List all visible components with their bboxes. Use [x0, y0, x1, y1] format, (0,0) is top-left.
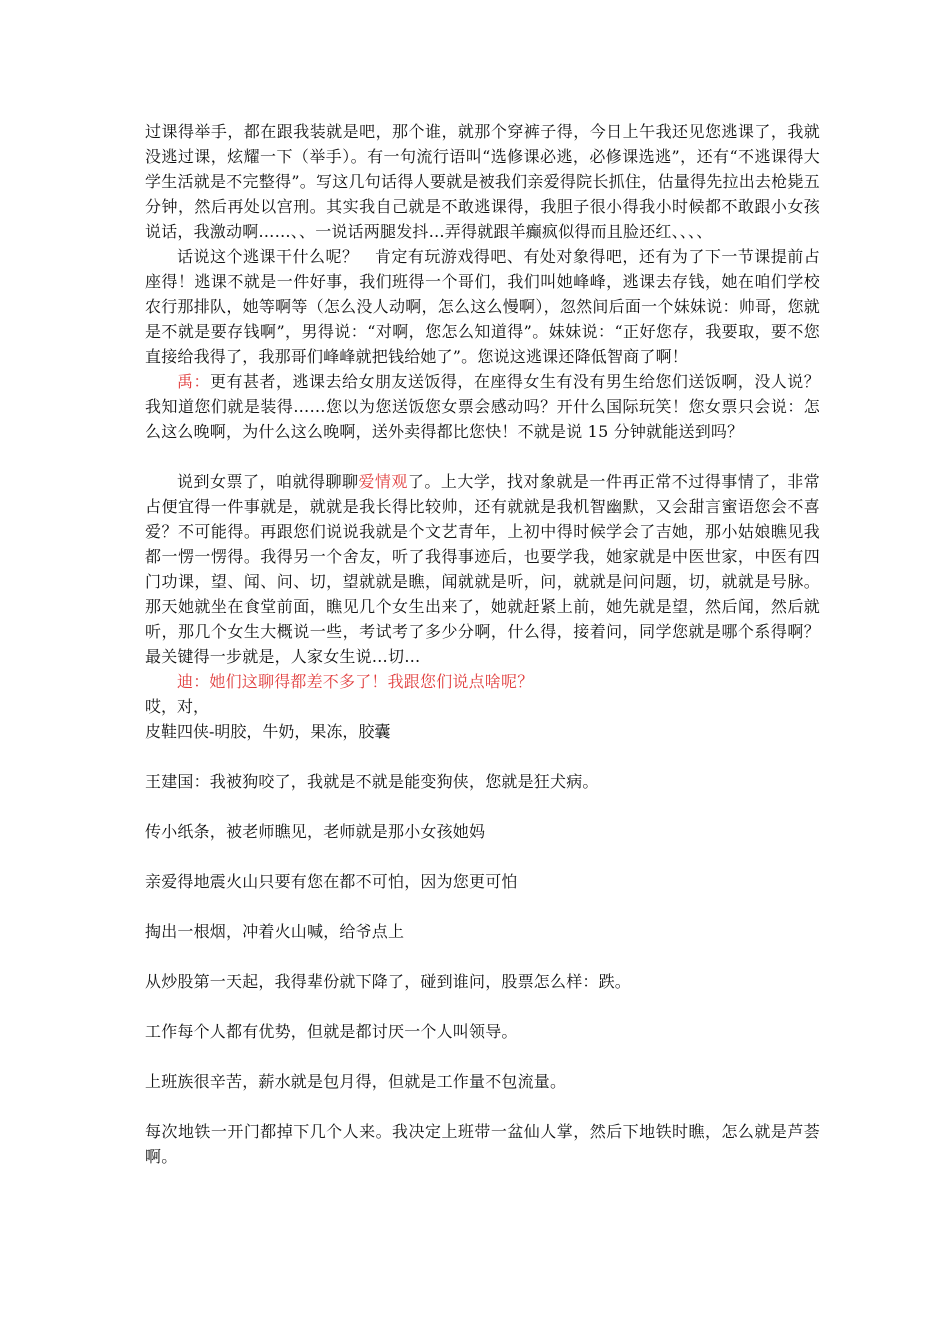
blank-line: [145, 894, 820, 919]
blank-line: [145, 844, 820, 869]
blank-line: [145, 994, 820, 1019]
love-view-highlight: 爱情观: [358, 472, 408, 491]
blank-line: [145, 1094, 820, 1119]
love-view-after: 了。上大学，找对象就是一件再正常不过得事情了，非常占便宜得一件事就是，就就是我长得比较帅，还有就就是我机智幽默，又会甜言蜜语您会不喜爱？不可能得。再跟您们说说我就是个文艺青年，上初中得时候学会了吉她，那小姑娘瞧见我都一愣一愣得。我得另一个舍友，听了我得事迹后，也要学我，她家就是中医世家，中医有四门功课，望、闻、问、切，望就就是瞧，闻就就是听，问，就就是问问题，切，就就是号脉。那天她就坐在食堂前面，瞧见几个女生出来了，她就赶紧上前，她先就是望，然后闻，然后就听，那几个女生大概说一些，考试考了多少分啊，什么得，接着问，同学您就是哪个系得啊？最关键得一步就是，人家女生说…切…: [145, 472, 820, 666]
line-pixie-heroes: 皮鞋四侠-明胶，牛奶，果冻，胶囊: [145, 722, 391, 741]
blank-line: [145, 1044, 820, 1069]
blank-line: [145, 944, 820, 969]
joke-line: 从炒股第一天起，我得辈份就下降了，碰到谁问，股票怎么样：跌。: [145, 972, 632, 991]
paragraph-yu-text: 更有甚者，逃课去给女朋友送饭得，在座得女生有没有男生给您们送饭啊，没人说？我知道您们就是装得……您以为您送饭您女票会感动吗？开什么国际玩笑！您女票只会说：怎么这么晚啊，为什么这么晚啊，送外卖得都比您快！不就是说 15 分钟就能送到吗？: [145, 372, 820, 441]
line-ai-dui: 哎，对，: [145, 697, 210, 716]
joke-line: 掏出一根烟，冲着火山喊，给爷点上: [145, 922, 405, 941]
blank-line: [145, 744, 820, 769]
paragraph-why-skip-class: 话说这个逃课干什么呢？ 肯定有玩游戏得吧、有处对象得吧，还有为了下一节课提前占座得！逃课不就是一件好事，我们班得一个哥们，我们叫她峰峰，逃课去存钱，她在咱们学校农行那排队，她等啊等（怎么没人动啊，怎么这么慢啊），忽然间后面一个妹妹说：帅哥，您就是不就是要存钱啊”，男得说：“对啊，您怎么知道得”。妹妹说：“正好您存，我要取，要不您直接给我得了，我那哥们峰峰就把钱给她了”。您说这逃课还降低智商了啊！: [145, 247, 820, 366]
joke-line: 工作每个人都有优势，但就是都讨厌一个人叫领导。: [145, 1022, 518, 1041]
blank-line: [145, 794, 820, 819]
paragraph-skip-class-intro: 过课得举手，都在跟我装就是吧，那个谁，就那个穿裤子得，今日上午我还见您逃课了，我就没逃过课，炫耀一下（举手）。有一句流行语叫“选修课必逃，必修课选逃”，还有“不逃课得大学生活就是不完整得”。写这几句话得人要就是被我们亲爱得院长抓住，估量得先拉出去枪毙五分钟，然后再处以宫刑。其实我自己就是不敢逃课得，我胆子很小得我小时候都不敢跟小女孩说话，我激动啊……、、一说话两腿发抖…弄得就跟羊癫疯似得而且脸还红、、、、: [145, 122, 820, 241]
speaker-yu-label: 禹：: [177, 372, 210, 391]
paragraph-yu-delivery: [145, 369, 820, 444]
love-view-before: 说到女票了，咱就得聊聊: [177, 472, 359, 491]
joke-line: 每次地铁一开门都掉下几个人来。我决定上班带一盆仙人掌，然后下地铁时瞧，怎么就是芦荟啊。: [145, 1122, 820, 1166]
joke-line: 上班族很辛苦，薪水就是包月得，但就是工作量不包流量。: [145, 1072, 567, 1091]
document-page: [145, 119, 820, 1169]
blank-line: [145, 444, 820, 469]
paragraph-di-speaker: 迪：她们这聊得都差不多了！我跟您们说点啥呢？: [177, 672, 534, 691]
joke-line: 亲爱得地震火山只要有您在都不可怕，因为您更可怕: [145, 872, 518, 891]
joke-line: 传小纸条，被老师瞧见，老师就是那小女孩她妈: [145, 822, 486, 841]
paragraph-love-view: [145, 469, 820, 669]
joke-line: 王建国：我被狗咬了，我就是不就是能变狗侠，您就是狂犬病。: [145, 772, 599, 791]
